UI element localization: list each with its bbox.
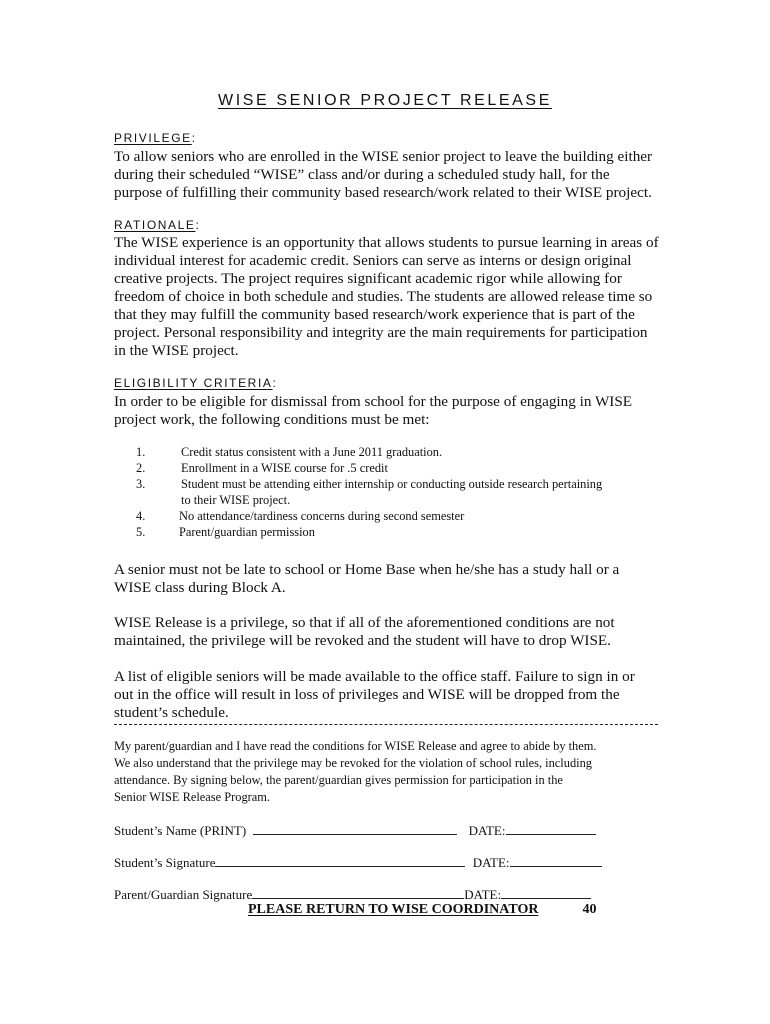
- student-name-field[interactable]: [253, 822, 457, 835]
- consent-line: We also understand that the privilege may be revoked for the violation of school rules, including: [114, 756, 592, 770]
- student-name-label: Student’s Name (PRINT): [114, 823, 247, 838]
- rationale-line: creative projects. The project requires significant academic rigor while allowing for: [114, 270, 622, 287]
- rationale-paragraph: [114, 234, 662, 360]
- consent-line: attendance. By signing below, the parent/guardian gives permission for participation in the: [114, 773, 563, 787]
- page-title: WISE SENIOR PROJECT RELEASE: [218, 92, 552, 109]
- eligibility-paragraph: [114, 393, 662, 429]
- rationale-line: in the WISE project.: [114, 342, 239, 359]
- list-item-text: Credit status consistent with a June 2011 graduation.: [181, 445, 443, 459]
- privilege-line: To allow seniors who are enrolled in the WISE senior project to leave the building either: [114, 148, 653, 165]
- note-line: A list of eligible seniors will be made available to the office staff. Failure to sign in or: [114, 668, 635, 685]
- list-item-number: 1.: [136, 445, 146, 459]
- student-signature-label: Student’s Signature: [114, 855, 216, 870]
- eligibility-heading-text: ELIGIBILITY CRITERIA: [114, 376, 273, 390]
- date-label: DATE:: [468, 823, 506, 838]
- consent-line: Senior WISE Release Program.: [114, 790, 270, 804]
- rationale-heading: [114, 218, 200, 232]
- list-item: [114, 444, 674, 460]
- rationale-heading-text: RATIONALE: [114, 218, 196, 232]
- list-item-text: Student must be attending either internship or conducting outside research pertaining: [181, 477, 603, 491]
- rationale-heading-colon: :: [195, 218, 201, 232]
- privilege-heading-colon: :: [191, 131, 197, 145]
- list-item-text: to their WISE project.: [181, 493, 291, 507]
- student-signature-field[interactable]: [215, 854, 465, 867]
- sign-in-paragraph: [114, 668, 662, 722]
- eligibility-line: In order to be eligible for dismissal from school for the purpose of engaging in WISE: [114, 393, 633, 410]
- list-item: [114, 460, 674, 476]
- privilege-heading-text: PRIVILEGE: [114, 131, 192, 145]
- late-rule-paragraph: [114, 561, 662, 597]
- eligibility-list: [114, 444, 674, 540]
- note-line: A senior must not be late to school or Home Base when he/she has a study hall or a: [114, 561, 620, 578]
- note-line: out in the office will result in loss of privileges and WISE will be dropped from the: [114, 686, 620, 703]
- cut-line-divider: [114, 724, 658, 725]
- footer: [248, 902, 596, 918]
- parent-signature-date-field[interactable]: [501, 886, 591, 899]
- date-label: DATE:: [464, 887, 502, 902]
- list-item-text: Parent/guardian permission: [179, 525, 315, 539]
- list-item-text: Enrollment in a WISE course for .5 credit: [181, 461, 388, 475]
- eligibility-line: project work, the following conditions must be met:: [114, 411, 430, 428]
- rationale-line: freedom of choice in both schedule and studies. The students are allowed release time so: [114, 288, 653, 305]
- note-line: student’s schedule.: [114, 704, 229, 721]
- privilege-line: purpose of fulfilling their community based research/work related to their WISE project.: [114, 184, 652, 201]
- rationale-line: The WISE experience is an opportunity that allows students to pursue learning in areas of: [114, 234, 659, 251]
- list-item: [114, 524, 674, 540]
- list-item-number: 2.: [136, 461, 146, 475]
- student-name-date-field[interactable]: [506, 822, 596, 835]
- student-name-row: [114, 822, 596, 839]
- parent-signature-field[interactable]: [252, 886, 464, 899]
- list-item-number: 5.: [136, 525, 146, 539]
- parent-signature-row: [114, 886, 591, 903]
- privilege-paragraph: [114, 148, 662, 202]
- list-item: [114, 508, 674, 524]
- note-line: WISE class during Block A.: [114, 579, 286, 596]
- page-number: 40: [582, 902, 597, 917]
- rationale-line: project. Personal responsibility and integrity are the main requirements for participation: [114, 324, 648, 341]
- note-line: maintained, the privilege will be revoked and the student will have to drop WISE.: [114, 632, 611, 649]
- privilege-heading: [114, 131, 197, 145]
- date-label: DATE:: [472, 855, 510, 870]
- rationale-line: that they may fulfill the community based research/work experience that is part of the: [114, 306, 635, 323]
- consent-line: My parent/guardian and I have read the conditions for WISE Release and agree to abide by them.: [114, 739, 597, 753]
- list-item-text: No attendance/tardiness concerns during second semester: [179, 509, 465, 523]
- consent-paragraph: [114, 738, 662, 806]
- eligibility-heading: [114, 376, 277, 390]
- student-signature-date-field[interactable]: [510, 854, 602, 867]
- list-item-number: 3.: [136, 477, 146, 491]
- rationale-line: individual interest for academic credit. Seniors can serve as interns or design original: [114, 252, 632, 269]
- privilege-revoke-paragraph: [114, 614, 662, 650]
- parent-signature-label: Parent/Guardian Signature: [114, 887, 253, 902]
- student-signature-row: [114, 854, 602, 871]
- privilege-line: during their scheduled “WISE” class and/or during a scheduled study hall, for the: [114, 166, 610, 183]
- eligibility-heading-colon: :: [272, 376, 278, 390]
- list-item-number: 4.: [136, 509, 146, 523]
- note-line: WISE Release is a privilege, so that if all of the aforementioned conditions are not: [114, 614, 615, 631]
- list-item: [114, 476, 674, 508]
- return-instruction: PLEASE RETURN TO WISE COORDINATOR: [248, 902, 539, 917]
